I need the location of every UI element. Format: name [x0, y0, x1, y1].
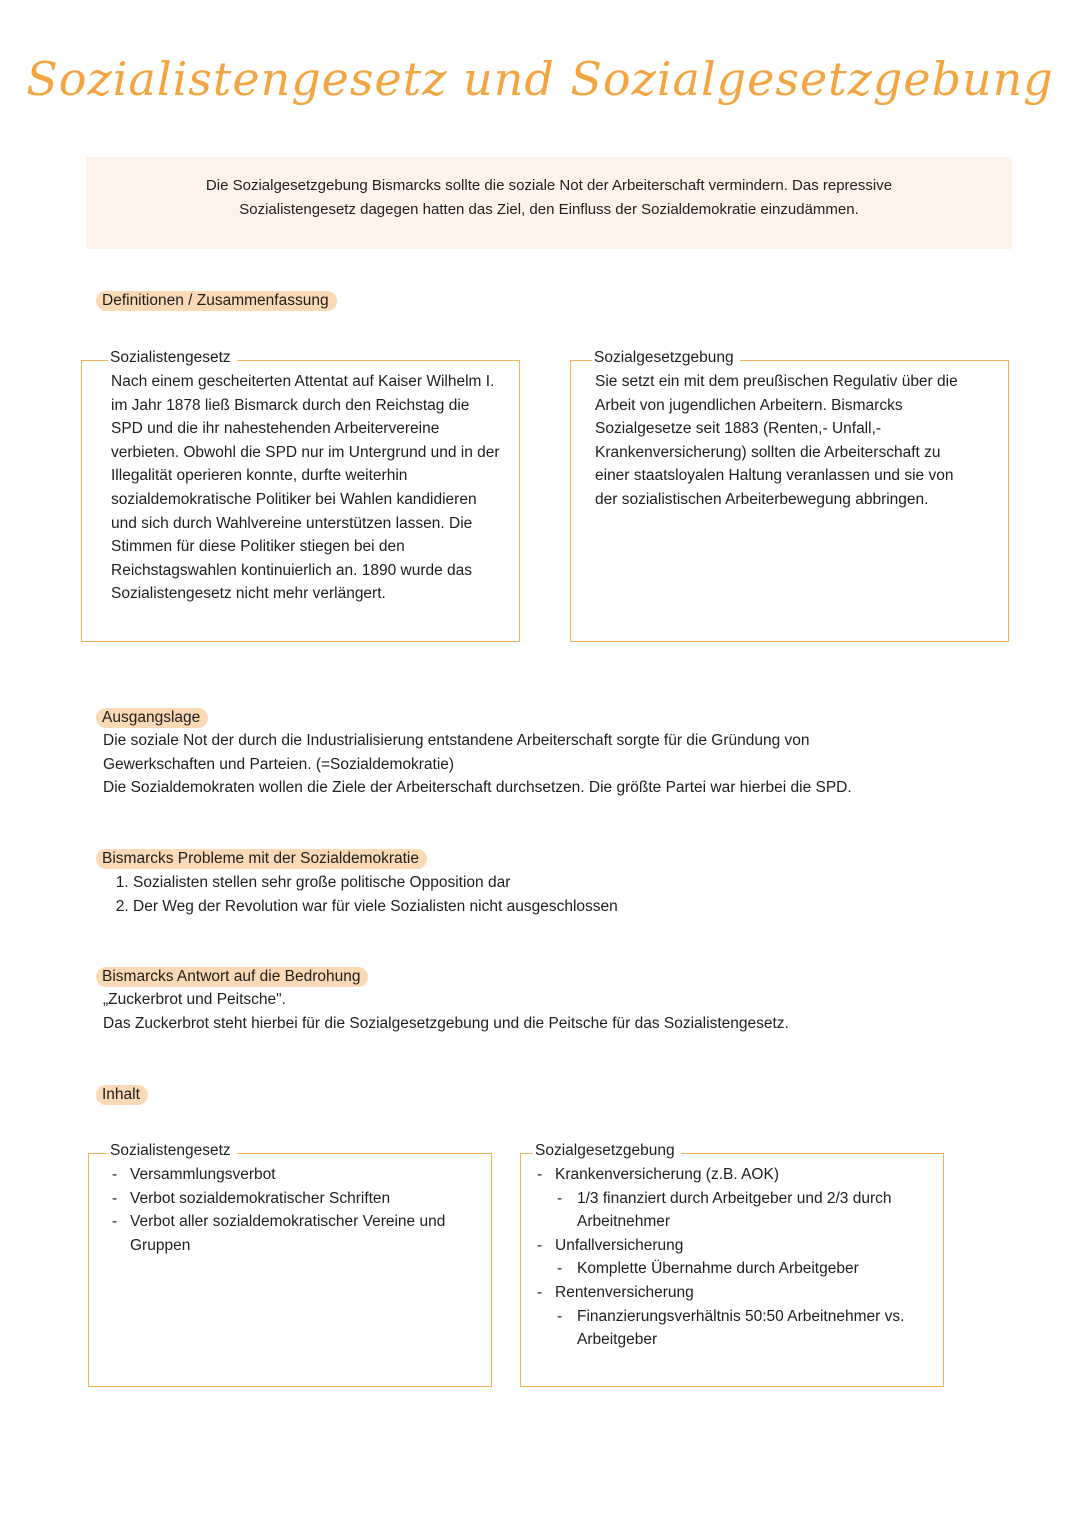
- ausgangslage-line-1: Die soziale Not der durch die Industrialisierung entstandene Arbeiterschaft sorgte für die Gründung von: [103, 732, 810, 749]
- antwort-text: [103, 988, 983, 1035]
- list-item: 1. Sozialisten stellen sehr große politische Opposition dar: [133, 871, 618, 895]
- inhalt-heading: Inhalt: [96, 1085, 148, 1105]
- definition-label-sozialistengesetz: Sozialistengesetz: [108, 348, 237, 368]
- ausgangslage-heading: Ausgangslage: [96, 708, 208, 728]
- list-item: [535, 1163, 935, 1234]
- list-item-text: Unfallversicherung: [555, 1236, 684, 1254]
- inhalt-list-sozialgesetzgebung: [535, 1163, 935, 1352]
- probleme-heading: Bismarcks Probleme mit der Sozialdemokratie: [96, 849, 427, 869]
- ausgangslage-text: [103, 729, 983, 800]
- page-title: Sozialistengesetz und Sozialgesetzgebung: [26, 52, 1054, 106]
- list-item: - Verbot sozialdemokratischer Schriften: [110, 1187, 480, 1211]
- definition-text-sozialistengesetz: Nach einem gescheiterten Attentat auf Kaiser Wilhelm I. im Jahr 1878 ließ Bismarck durch den Reichstag die SPD und die ihr nahestehenden Arbeitervereine verbieten. Obwohl die SPD nur im Untergrund und in der Illegalität operieren konnte, durfte weiterhin sozialdemokratische Politiker bei Wahlen kandidieren und sich durch Wahlvereine unterstützen lassen. Die Stimmen für diese Politiker stiegen bei den Reichstagswahlen kontinuierlich an. 1890 wurde das Sozialistengesetz nicht mehr verlängert.: [111, 373, 500, 603]
- list-item-text: Krankenversicherung (z.B. AOK): [555, 1166, 779, 1183]
- ausgangslage-line-2: Gewerkschaften und Parteien. (=Sozialdemokratie): [103, 755, 455, 773]
- list-item: [535, 1281, 935, 1352]
- list-item: 2. Der Weg der Revolution war für viele Sozialisten nicht ausgeschlossen: [133, 895, 618, 919]
- sub-list-item: - Finanzierungsverhältnis 50:50 Arbeitnehmer vs. Arbeitgeber: [555, 1305, 935, 1352]
- intro-line-1: Die Sozialgesetzgebung Bismarcks sollte die soziale Not der Arbeiterschaft vermindern. Das repressive: [205, 177, 893, 194]
- intro-box: [86, 157, 1012, 249]
- inhalt-label-sozialistengesetz: Sozialistengesetz: [108, 1141, 237, 1161]
- definition-text-sozialgesetzgebung: Sie setzt ein mit dem preußischen Regulativ über die Arbeit von jugendlichen Arbeitern. Bismarcks Sozialgesetze seit 1883 (Renten,- Unfall,- Krankenversicherung) sollten die Arbeiterschaft zu einer staatsloyalen Haltung veranlassen und sie von der sozialistischen Arbeiterbewegung abbringen.: [595, 373, 958, 508]
- definitions-heading: Definitionen / Zusammenfassung: [96, 291, 337, 311]
- list-item-text: Rentenversicherung: [555, 1283, 694, 1301]
- antwort-line-2: Das Zuckerbrot steht hierbei für die Sozialgesetzgebung und die Peitsche für das Sozialistengesetz.: [103, 1014, 789, 1032]
- list-item: [535, 1234, 935, 1281]
- list-item: - Verbot aller sozialdemokratischer Vereine und Gruppen: [110, 1210, 480, 1257]
- list-item: - Versammlungsverbot: [110, 1163, 480, 1187]
- probleme-list: [103, 871, 618, 918]
- ausgangslage-line-3: Die Sozialdemokraten wollen die Ziele der Arbeiterschaft durchsetzen. Die größte Partei war hierbei die SPD.: [103, 779, 852, 797]
- antwort-heading: Bismarcks Antwort auf die Bedrohung: [96, 967, 368, 987]
- intro-line-2: Sozialistengesetz dagegen hatten das Ziel, den Einfluss der Sozialdemokratie einzudämmen.: [239, 201, 859, 218]
- inhalt-label-sozialgesetzgebung: Sozialgesetzgebung: [533, 1141, 681, 1161]
- antwort-line-1: „Zuckerbrot und Peitsche".: [103, 991, 286, 1008]
- inhalt-list-sozialistengesetz: [110, 1163, 480, 1257]
- sub-list-item: - Komplette Übernahme durch Arbeitgeber: [555, 1257, 935, 1281]
- definition-label-sozialgesetzgebung: Sozialgesetzgebung: [592, 348, 740, 368]
- sub-list-item: - 1/3 finanziert durch Arbeitgeber und 2/3 durch Arbeitnehmer: [555, 1187, 935, 1234]
